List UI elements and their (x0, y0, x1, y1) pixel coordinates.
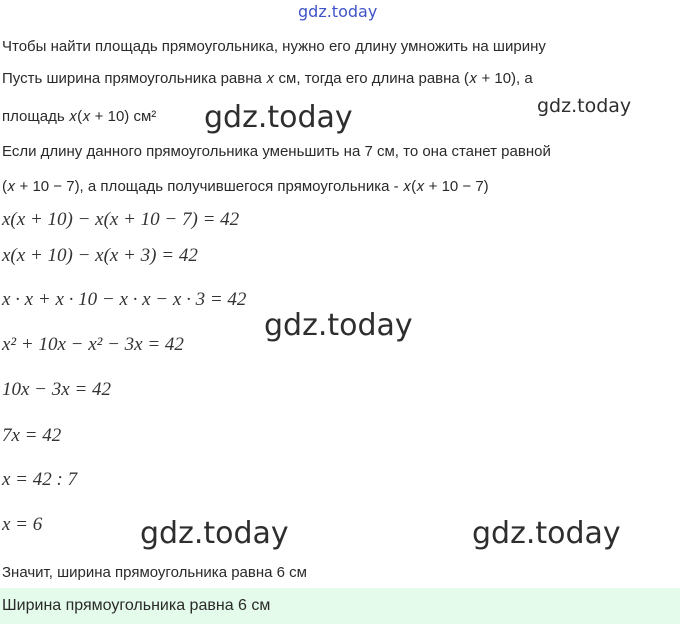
text-line-2: Пусть ширина прямоугольника равна 𝑥 см, тогда его длина равна (𝑥 + 10), а (2, 70, 533, 87)
watermark-4: gdz.today (472, 516, 621, 551)
equation-5: 10x − 3x = 42 (2, 379, 112, 400)
equation-6: 7x = 42 (2, 425, 62, 446)
equation-1: x(x + 10) − x(x + 10 − 7) = 42 (2, 209, 240, 230)
text-line-5: (𝑥 + 10 − 7), а площадь получившегося прямоугольника - 𝑥(𝑥 + 10 − 7) (2, 178, 489, 195)
text-line-4: Если длину данного прямоугольника уменьшить на 7 см, то она станет равной (2, 143, 551, 160)
equation-4: x² + 10x − x² − 3x = 42 (2, 334, 184, 355)
watermark-3: gdz.today (140, 516, 289, 551)
equation-3: x · x + x · 10 − x · x − x · 3 = 42 (2, 289, 247, 310)
equation-2: x(x + 10) − x(x + 3) = 42 (2, 245, 198, 266)
watermark-1: gdz.today (204, 100, 353, 135)
equation-8: x = 6 (2, 514, 43, 535)
watermark-2: gdz.today (264, 308, 413, 343)
text-line-1: Чтобы найти площадь прямоугольника, нужно его длину умножить на ширину (2, 38, 546, 55)
watermark-small: gdz.today (537, 95, 632, 117)
text-line-3: площадь 𝑥(𝑥 + 10) см² (2, 108, 157, 125)
watermark-top: gdz.today (298, 2, 378, 21)
answer-text: Ширина прямоугольника равна 6 см (2, 597, 271, 614)
conclusion-text: Значит, ширина прямоугольника равна 6 см (2, 564, 307, 581)
equation-7: x = 42 : 7 (2, 469, 78, 490)
